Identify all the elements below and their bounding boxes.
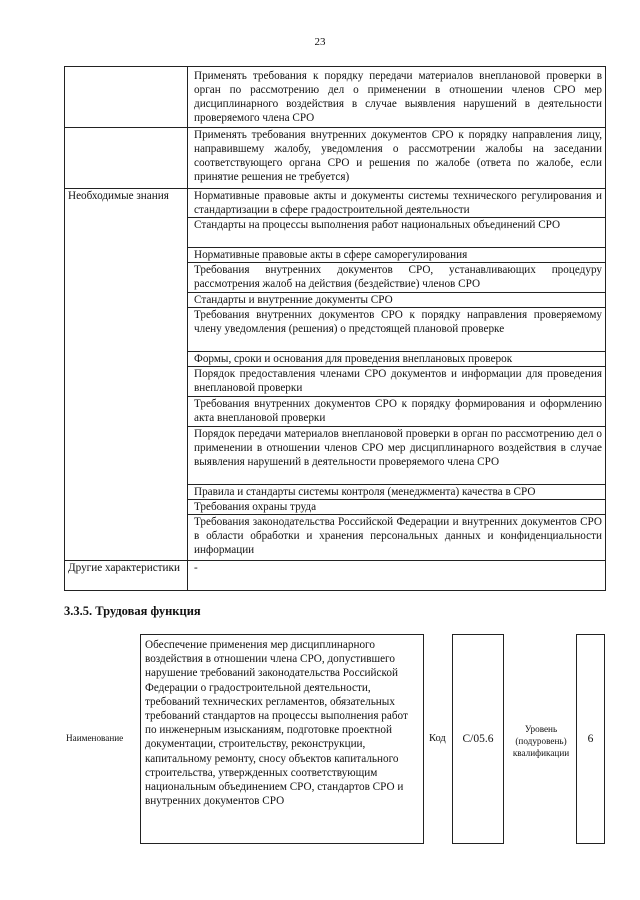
knowledge-item: Требования охраны труда (188, 500, 605, 515)
code-label: Код (429, 733, 446, 744)
qualification-level-label: Уровень (подуровень) квалификации (512, 724, 570, 758)
other-characteristics-row (65, 561, 605, 591)
knowledge-item: Требования законодательства Российской Федерации и внутренних документов СРО в области обработки и хранения персональных данных и конфиденциальности информации (194, 516, 602, 556)
knowledge-label: Необходимые знания (68, 190, 169, 202)
knowledge-item: Требования внутренних документов СРО к порядку направления проверяемому члену уведомления (решения) о предстоящей плановой проверке (188, 308, 605, 352)
other-characteristics-value: - (194, 562, 198, 574)
requirements-table (64, 66, 606, 591)
knowledge-item: Порядок передачи материалов внеплановой проверки в орган по рассмотрению дел о применении в отношении членов СРО мер дисциплинарного воздействия в случае выявления нарушений в деятельности проверяемого члена СРО (188, 427, 605, 485)
name-label: Наименование (66, 733, 124, 743)
knowledge-item: Требования внутренних документов СРО к порядку формирования и оформлению акта внеплановой проверки (188, 397, 605, 427)
knowledge-row (65, 189, 605, 560)
knowledge-item: Требования внутренних документов СРО, устанавливающих процедуру рассмотрения жалоб на действия (бездействие) членов СРО (188, 263, 605, 293)
knowledge-item: Нормативные правовые акты и документы системы технического регулирования и стандартизации в сфере градостроительной деятельности (188, 189, 605, 218)
section-title: 3.3.5. Трудовая функция (64, 604, 201, 618)
code-value: C/05.6 (452, 634, 504, 844)
qualification-level-value: 6 (576, 634, 605, 844)
knowledge-item: Стандарты и внутренние документы СРО (188, 293, 605, 308)
knowledge-item: Стандарты на процессы выполнения работ национальных объединений СРО (188, 218, 605, 248)
knowledge-item: Порядок предоставления членами СРО документов и информации для проведения внеплановой проверки (188, 367, 605, 397)
page-number: 23 (314, 36, 326, 48)
knowledge-item: Правила и стандарты системы контроля (менеджмента) качества в СРО (188, 485, 605, 500)
knowledge-item: Нормативные правовые акты в сфере саморегулирования (188, 248, 605, 263)
other-characteristics-label: Другие характеристики (68, 562, 180, 574)
skill-item: Применять требования к порядку передачи материалов внеплановой проверки в орган по рассмотрению дел о применении в отношении членов СРО мер дисциплинарного воздействия в случае выявления нарушений в деятельности проверяемого члена СРО (194, 70, 602, 124)
skill-item: Применять требования внутренних документов СРО к порядку направления лицу, направившему жалобу, уведомления о рассмотрении жалобы на заседании соответствующего органа СРО и решения по жалобе (ответа по жалобе, если принятие решения не требуется) (194, 129, 602, 183)
continuation-row (65, 67, 605, 127)
knowledge-item: Формы, сроки и основания для проведения внеплановых проверок (188, 352, 605, 367)
function-name-value: Обеспечение применения мер дисциплинарного воздействия в отношении члена СРО, допустившего нарушение требований законодательства Российской Федерации о градостроительной деятельности, требований технических регламентов, обязательных требований стандартов на процессы выполнения работ по инженерным изысканиям, подготовке проектной документации, строительству, реконструкции, капитальному ремонту, сносу объектов капитального строительства, утвержденных соответствующим национальным объединением СРО, стандартов СРО и внутренних документов СРО (140, 634, 424, 844)
continuation-row (65, 128, 605, 188)
